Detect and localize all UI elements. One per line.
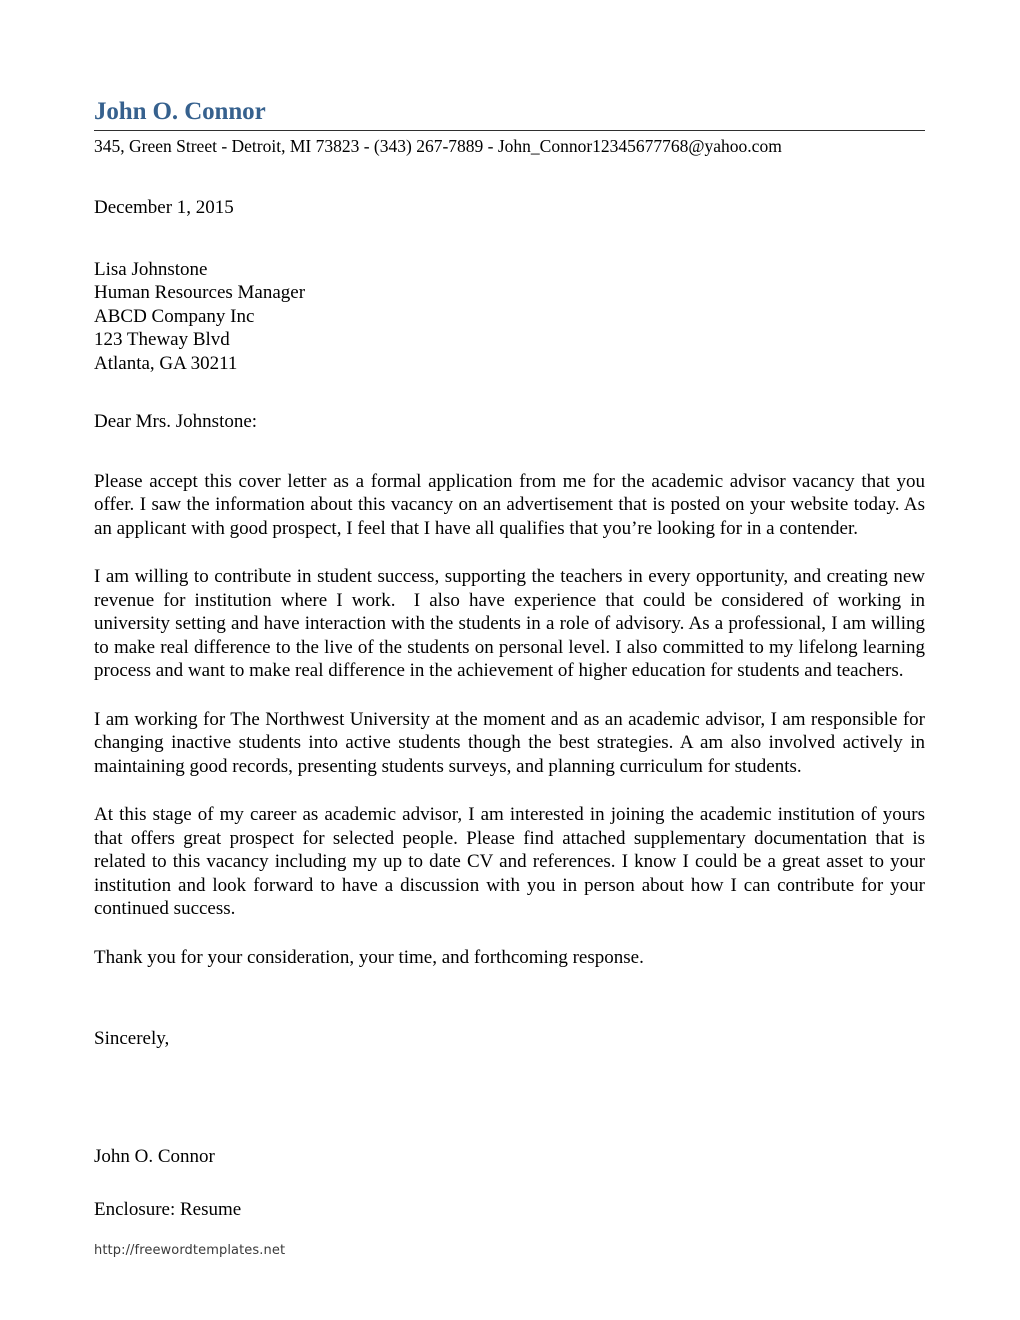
valediction: Sincerely, bbox=[94, 1028, 170, 1049]
closing-thanks: Thank you for your consideration, your time, and forthcoming response. bbox=[94, 946, 644, 968]
enclosure-note: Enclosure: Resume bbox=[94, 1199, 242, 1220]
recipient-line: 123 Theway Blvd bbox=[94, 329, 230, 350]
letter-date: December 1, 2015 bbox=[94, 197, 234, 218]
sender-name: John O. Connor bbox=[94, 98, 266, 125]
body-paragraph: Please accept this cover letter as a formal application from me for the academic advisor vacancy that you offer. I saw the information about this vacancy on an advertisement that is posted on your website today. As an applicant with good prospect, I feel that I have all qualifies that you’re looking for in a contender. bbox=[94, 470, 930, 539]
letterhead-divider bbox=[94, 130, 925, 131]
recipient-line: Human Resources Manager bbox=[94, 282, 306, 303]
letterhead bbox=[94, 98, 925, 158]
body-paragraph: I am working for The Northwest University at the moment and as an academic advisor, I am responsible for changing inactive students into active students though the best strategies. A am also involved actively in maintaining good records, presenting students surveys, and planning curriculum for students. bbox=[94, 708, 930, 777]
body-paragraph: I am willing to contribute in student success, supporting the teachers in every opportunity, and creating new revenue for institution where I work. I also have experience that could be considered of working in university setting and have interaction with the students in a role of advisory. As a professional, I am willing to make real difference to the live of the students on personal level. I also committed to my lifelong learning process and want to make real difference in the achievement of higher education for students and teachers. bbox=[94, 566, 930, 681]
footer-url[interactable]: http://freewordtemplates.net bbox=[94, 1243, 286, 1258]
recipient-line: ABCD Company Inc bbox=[94, 305, 255, 327]
salutation: Dear Mrs. Johnstone: bbox=[94, 411, 258, 432]
recipient-address-block bbox=[94, 258, 925, 376]
recipient-line: Atlanta, GA 30211 bbox=[94, 352, 238, 374]
letter-body bbox=[94, 196, 930, 1222]
signature-name: John O. Connor bbox=[94, 1145, 215, 1167]
body-paragraph: At this stage of my career as academic advisor, I am interested in joining the academic institution of yours that offers great prospect for selected people. Please find attached supplementary documentation that is related to this vacancy including my up to date CV and references. I know I could be a great asset to your institution and look forward to have a discussion with you in person about how I can contribute for your continued success. bbox=[94, 804, 930, 919]
recipient-line: Lisa Johnstone bbox=[94, 258, 208, 280]
sender-contact-line: 345, Green Street - Detroit, MI 73823 - (343) 267-7889 - John_Connor12345677768@yahoo.com bbox=[94, 136, 782, 156]
